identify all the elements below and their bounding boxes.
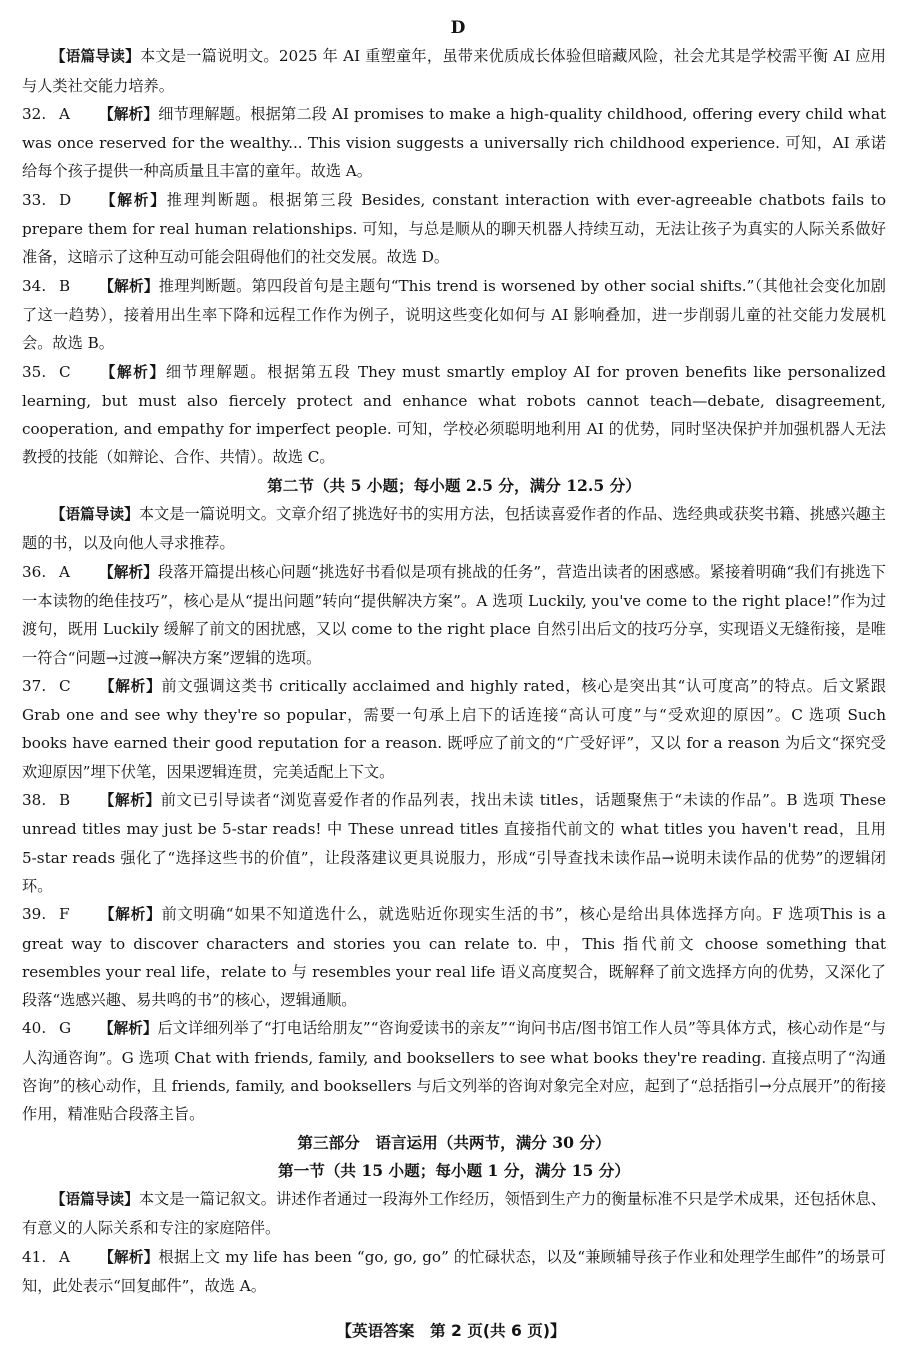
part-3-title: 第三部分 语言运用（共两节，满分 30 分） [297, 1132, 611, 1152]
answer-page [22, 14, 886, 1300]
answer-item-36 [22, 558, 886, 672]
section-2-title: 第二节（共 5 小题；每小题 2.5 分，满分 12.5 分） [267, 475, 641, 495]
answer-item-37 [22, 672, 886, 786]
analysis-label: 【解析】 [99, 363, 166, 381]
answer-item-38 [22, 786, 886, 900]
guide-label: 【语篇导读】 [50, 48, 140, 66]
analysis-text: 推理判断题。根据第三段 Besides, constant interaction with ever-agreeable chatbots fails to prepare them for real human relationships. 可知，与总是顺从的聊天机器人持续互动，无法让孩子为真实的人际关系做好准备，这暗示了这种互动可能会阻碍他们的社交发展。故选 D。 [22, 190, 886, 267]
section-1-title: 第一节（共 15 小题；每小题 1 分，满分 15 分） [278, 1160, 630, 1180]
answer-choice: G [59, 1019, 72, 1038]
answer-choice: B [59, 276, 71, 295]
answer-choice: C [59, 676, 71, 695]
question-number: 36. [22, 562, 47, 581]
answer-choice: B [59, 791, 71, 810]
question-number: 32. [22, 104, 47, 123]
page-footer: 【英语答案 第 2 页(共 6 页)】 [336, 1322, 566, 1340]
question-number: 34. [22, 276, 47, 295]
analysis-label: 【解析】 [99, 906, 162, 924]
analysis-label: 【解析】 [99, 677, 162, 695]
question-number: 38. [22, 791, 47, 810]
section-letter: D [450, 18, 466, 38]
analysis-text: 段落开篇提出核心问题“挑选好书看似是项有挑战的任务”，营造出读者的困惑感。紧接着明确“我们有挑选下一本读物的绝佳技巧”，核心是从“提出问题”转向“提供解决方案”。A 选项 Luckily, you've come to the right place!”作为过渡句，既用 Luckily 缓解了前文的困扰感，又以 come to the right place 自然引出后文的技巧分享，实现语义无缝衔接，是唯一符合“问题→过渡→解决方案”逻辑的选项。 [22, 562, 886, 667]
answer-item-40 [22, 1014, 886, 1128]
analysis-text: 前文强调这类书 critically acclaimed and highly rated，核心是突出其“认可度高”的特点。后文紧跟 Grab one and see why they're so popular，需要一句承上启下的话连接“高认可度”与“受欢迎的原因”。C 选项 Such books have earned their good reputation for a reason. 既呼应了前文的“广受好评”，又以 for a reason 为后文“探究受欢迎原因”埋下伏笔，因果逻辑连贯，完美适配上下文。 [22, 676, 886, 781]
analysis-label: 【解析】 [99, 1248, 159, 1266]
answer-item-41 [22, 1243, 886, 1301]
analysis-label: 【解析】 [99, 191, 167, 209]
analysis-label: 【解析】 [99, 277, 159, 295]
question-number: 40. [22, 1019, 47, 1038]
answer-choice: F [59, 905, 70, 924]
analysis-label: 【解析】 [99, 105, 159, 123]
question-number: 35. [22, 362, 47, 381]
passage-guide-section-2 [22, 500, 886, 558]
analysis-text: 根据上文 my life has been “go, go, go” 的忙碌状态，以及“兼顾辅导孩子作业和处理学生邮件”的场景可知，此处表示“回复邮件”，故选 A。 [22, 1247, 886, 1296]
guide-label: 【语篇导读】 [50, 506, 139, 524]
guide-text: 本文是一篇说明文。文章介绍了挑选好书的实用方法，包括读喜爱作者的作品、选经典或获奖书籍、挑感兴趣主题的书，以及向他人寻求推荐。 [22, 505, 886, 553]
answer-choice: A [59, 1247, 70, 1266]
analysis-text: 推理判断题。第四段首句是主题句“This trend is worsened by other social shifts.”（其他社会变化加剧了这一趋势），接着用出生率下降和远程工作作为例子，说明这些变化如何与 AI 影响叠加，进一步削弱儿童的社交能力发展机会。故选 B。 [22, 276, 886, 353]
guide-text: 本文是一篇记叙文。讲述作者通过一段海外工作经历，领悟到生产力的衡量标准不只是学术成果，还包括休息、有意义的人际关系和专注的家庭陪伴。 [22, 1190, 886, 1238]
analysis-text: 后文详细列举了“打电话给朋友”“咨询爱读书的亲友”“询问书店/图书馆工作人员”等具体方式，核心动作是“与人沟通咨询”。G 选项 Chat with friends, family, and booksellers to see what books they're reading. 直接点明了“沟通咨询”的核心动作，且 friends, family, and booksellers 与后文列举的咨询对象完全对应，起到了“总括指引→分点展开”的衔接作用，精准贴合段落主旨。 [22, 1019, 886, 1124]
analysis-label: 【解析】 [99, 792, 161, 810]
analysis-text: 细节理解题。根据第二段 AI promises to make a high-quality childhood, offering every child what was once reserved for the wealthy... This vision suggests a universally rich childhood experience. 可知，AI 承诺给每个孩子提供一种高质量且丰富的童年。故选 A。 [22, 104, 886, 181]
analysis-text: 前文明确“如果不知道选什么，就选贴近你现实生活的书”，核心是给出具体选择方向。F 选项This is a great way to discover characters and stories you can relate to. 中，This 指代前文 choose something that resembles your real life，relate to 与 resembles your real life 语义高度契合，既解释了前文选择方向的优势，又深化了段落“选感兴趣、易共鸣的书”的核心，逻辑通顺。 [22, 905, 886, 1010]
guide-label: 【语篇导读】 [50, 1191, 139, 1209]
question-number: 41. [22, 1247, 47, 1266]
answer-item-35 [22, 358, 886, 472]
analysis-label: 【解析】 [99, 1020, 158, 1038]
question-number: 39. [22, 905, 47, 924]
passage-guide-part-3 [22, 1185, 886, 1243]
answer-item-34 [22, 272, 886, 358]
answer-choice: A [59, 562, 70, 581]
question-number: 33. [22, 190, 47, 209]
answer-item-33 [22, 186, 886, 272]
answer-choice: D [59, 190, 72, 209]
answer-choice: A [59, 104, 70, 123]
passage-guide-d [22, 42, 886, 100]
analysis-label: 【解析】 [99, 563, 159, 581]
guide-text: 本文是一篇说明文。2025 年 AI 重塑童年，虽带来优质成长体验但暗藏风险，社会尤其是学校需平衡 AI 应用与人类社交能力培养。 [22, 47, 886, 95]
answer-item-39 [22, 900, 886, 1014]
answer-item-32 [22, 100, 886, 186]
question-number: 37. [22, 676, 47, 695]
answer-choice: C [59, 362, 71, 381]
analysis-text: 前文已引导读者“浏览喜爱作者的作品列表，找出未读 titles，话题聚焦于“未读的作品”。B 选项 These unread titles may just be 5-star reads! 中 These unread titles 直接指代前文的 what titles you haven't read，且用 5-star reads 强化了“选择这些书的价值”，让段落建议更具说服力，形成“引导查找未读作品→说明未读作品的优势”的逻辑闭环。 [22, 791, 886, 895]
analysis-text: 细节理解题。根据第五段 They must smartly employ AI for proven benefits like personalized learning, but must also fiercely protect and enhance what robots cannot teach—debate, disagreement, cooperation, and empathy for imperfect people. 可知，学校必须聪明地利用 AI 的优势，同时坚决保护并加强机器人无法教授的技能（如辩论、合作、共情）。故选 C。 [22, 362, 886, 467]
